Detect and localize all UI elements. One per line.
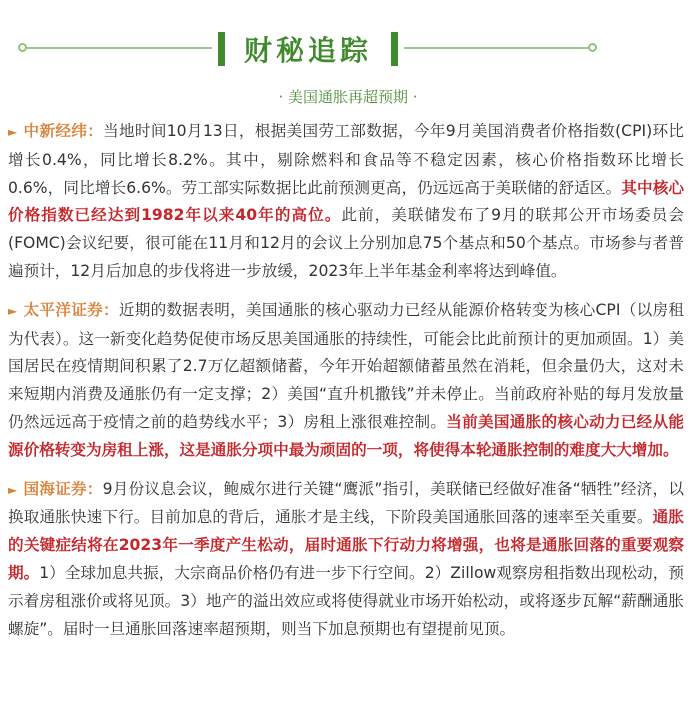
subtitle: · 美国通胀再超预期 · <box>278 88 418 106</box>
highlight-text: 其中核心价格指数已经达到1982年以来40年的高位。 <box>8 178 684 225</box>
decorative-ring-icon <box>18 43 27 52</box>
paragraph-zhongxin <box>8 118 684 286</box>
paragraph-text: 当地时间10月13日，根据美国劳工部数据，今年9月美国消费者价格指数(CPI)环比增长0.4%，同比增长8.2%。其中，剔除燃料和食品等不稳定因素，核心价格指数环比增长0.6%，同比增长6.6%。劳工部实际数据比此前预测更高，仍远远高于美联储的舒适区。 <box>8 122 684 197</box>
decorative-ring-icon <box>588 43 597 52</box>
paragraph-tail: 1）全球加息共振，大宗商品价格仍有进一步下行空间。2）Zillow观察房租指数出现松动，预示着房租涨价或将见顶。3）地产的溢出效应或将使得就业市场开始松动，或将逐步瓦解“薪酬通胀螺旋”。届时一旦通胀回落速率超预期，则当下加息预期也有望提前见顶。 <box>8 563 684 638</box>
source-label: 中新经纬： <box>23 122 104 140</box>
page-title: 财秘追踪 <box>243 34 372 67</box>
source-label: 太平洋证券： <box>23 300 119 319</box>
source-label: 国海证券： <box>23 479 103 498</box>
paragraph-guohai <box>8 476 684 644</box>
article-body <box>0 118 696 643</box>
arrow-icon: ► <box>8 303 18 318</box>
paragraph-text: 9月份议息会议，鲍威尔进行关键“鹰派”指引，美联储已经做好准备“牺牲”经济，以换取通胀快速下行。目前加息的背后，通胀才是主线，下阶段美国通胀回落的速率至关重要。 <box>8 479 684 527</box>
right-title-bar <box>391 32 398 66</box>
paragraph-taipingyang <box>8 297 684 465</box>
arrow-icon: ► <box>8 125 18 139</box>
highlight-text: 当前美国通胀的核心动力已经从能源价格转变为房租上涨，这是通胀分项中最为顽固的一项，将使得本轮通胀控制的难度大大增加。 <box>8 412 684 459</box>
left-divider-line <box>27 47 212 49</box>
left-title-bar <box>218 32 225 66</box>
section-header <box>0 0 696 118</box>
highlight-text: 通胀的关键症结将在2023年一季度产生松动，届时通胀下行动力将增强，也将是通胀回落的重要观察期。 <box>8 508 684 582</box>
paragraph-tail: 此前，美联储发布了9月的联邦公开市场委员会(FOMC)会议纪要，很可能在11月和12月的会议上分别加息75个基点和50个基点。市场参与者普遍预计，12月后加息的步伐将进一步放缓，2023年上半年基金利率将达到峰值。 <box>8 206 684 280</box>
paragraph-text: 近期的数据表明，美国通胀的核心驱动力已经从能源价格转变为核心CPI（以房租为代表）。这一新变化趋势促使市场反思美国通胀的持续性，可能会比此前预计的更加顽固。1）美国居民在疫情期间积累了2.7万亿超额储蓄，今年开始超额储蓄虽然在消耗，但余量仍大，这对未来短期内消费及通胀仍有一定支撑；2）美国“直升机撒钱”并未停止。当前政府补贴的每月发放量仍然远远高于疫情之前的趋势线水平；3）房租上涨很难控制。 <box>8 300 684 431</box>
title-box <box>218 30 398 68</box>
right-divider-line <box>404 47 588 49</box>
arrow-icon: ► <box>8 482 18 497</box>
